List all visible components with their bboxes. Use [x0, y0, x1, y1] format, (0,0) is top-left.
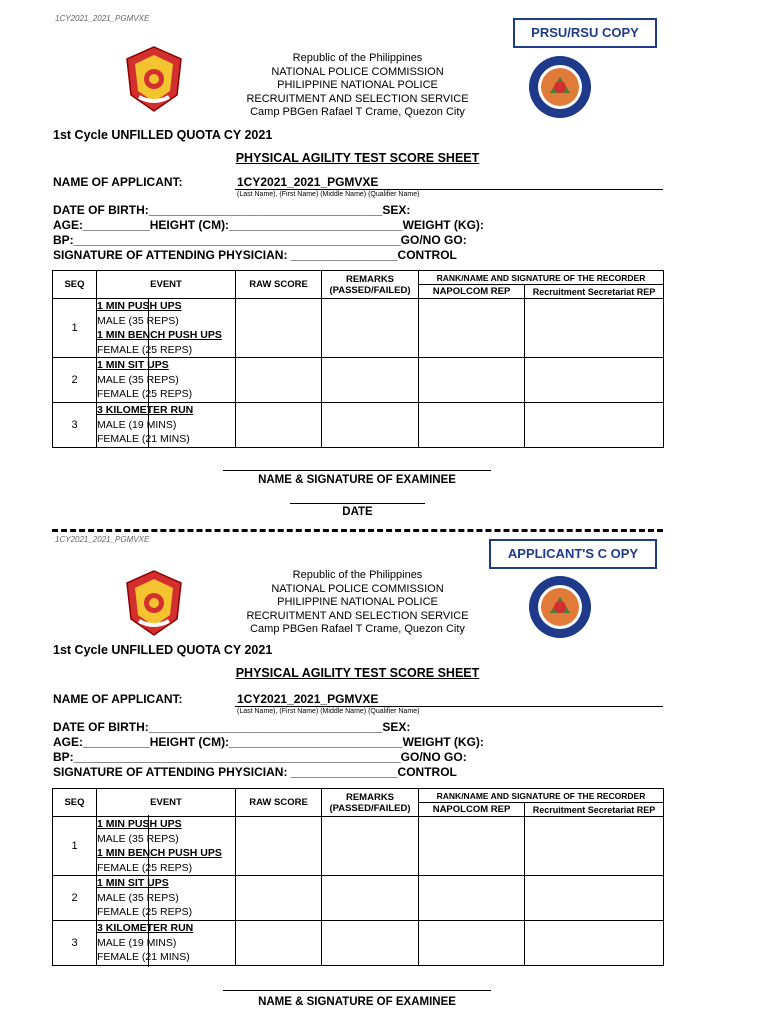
remarks-cell[interactable]: [322, 921, 419, 966]
reference-code: 1CY2021_2021_PGMVXE: [55, 535, 150, 544]
event-title: 1 MIN BENCH PUSH UPS: [97, 329, 222, 341]
header-event: EVENT: [97, 789, 236, 817]
name-label: NAME OF APPLICANT:: [53, 175, 183, 189]
secretariat-cell[interactable]: [525, 876, 664, 921]
applicant-fields: [53, 692, 663, 780]
dob-row: DATE OF BIRTH:___________________________________SEX:: [53, 720, 411, 734]
event-standard: FEMALE (25 REPS): [97, 861, 193, 874]
event-standard: MALE (19 MINS): [97, 936, 177, 949]
raw-score-cell[interactable]: [236, 299, 322, 358]
seq-cell: 1: [53, 817, 97, 876]
secretariat-cell[interactable]: [525, 921, 664, 966]
event-standard: MALE (35 REPS): [97, 832, 179, 845]
header-remarks: REMARKS (PASSED/FAILED): [322, 271, 419, 299]
table-row: [53, 876, 664, 921]
event-cell: [97, 876, 236, 921]
event-title: 1 MIN PUSH UPS: [97, 300, 182, 312]
header-secretariat: Recruitment Secretariat REP: [525, 285, 664, 299]
napolcom-cell[interactable]: [419, 403, 525, 448]
remarks-cell[interactable]: [322, 876, 419, 921]
form-title: PHYSICAL AGILITY TEST SCORE SHEET: [235, 151, 480, 165]
age-row: AGE:__________HEIGHT (CM):__________________________WEIGHT (KG):: [53, 735, 484, 749]
header-event: EVENT: [97, 271, 236, 299]
event-cell: [97, 403, 236, 448]
copy-label-box: PRSU/RSU COPY: [513, 18, 657, 48]
cycle-heading: 1st Cycle UNFILLED QUOTA CY 2021: [53, 128, 273, 142]
applicant-fields: [53, 175, 663, 263]
event-title: 3 KILOMETER RUN: [97, 404, 194, 417]
header-seq: SEQ: [53, 271, 97, 299]
raw-score-cell[interactable]: [236, 876, 322, 921]
form-title: PHYSICAL AGILITY TEST SCORE SHEET: [235, 666, 480, 680]
date-line[interactable]: [290, 503, 425, 504]
rss-seal-icon: [528, 575, 592, 639]
header-line: Republic of the Philippines: [292, 52, 423, 64]
cut-line: [52, 529, 663, 532]
table-row: [53, 403, 664, 448]
name-row: [53, 175, 663, 198]
score-table: [52, 788, 664, 966]
event-cell: [97, 358, 236, 403]
raw-score-cell[interactable]: [236, 817, 322, 876]
event-standard: MALE (35 REPS): [97, 373, 179, 386]
header-raw-score: RAW SCORE: [236, 789, 322, 817]
name-label: NAME OF APPLICANT:: [53, 692, 183, 706]
secretariat-cell[interactable]: [525, 403, 664, 448]
pnp-seal-icon: [125, 45, 183, 113]
applicant-copy-section: [0, 533, 768, 1024]
agency-header: [230, 52, 485, 120]
event-cell: [97, 299, 236, 358]
table-row: [53, 817, 664, 876]
copy-label-box: APPLICANT'S C OPY: [489, 539, 657, 569]
event-standard: FEMALE (25 REPS): [97, 343, 193, 356]
event-title: 1 MIN PUSH UPS: [97, 818, 182, 830]
name-value: 1CY2021_2021_PGMVXE: [237, 175, 379, 189]
event-standard: FEMALE (25 REPS): [97, 388, 193, 401]
event-title: 1 MIN BENCH PUSH UPS: [97, 847, 222, 859]
age-row: AGE:__________HEIGHT (CM):__________________________WEIGHT (KG):: [53, 218, 484, 232]
event-cell: [97, 921, 236, 966]
raw-score-cell[interactable]: [236, 921, 322, 966]
header-line: Camp PBGen Rafael T Crame, Quezon City: [250, 623, 465, 635]
header-line: PHILIPPINE NATIONAL POLICE: [277, 79, 438, 91]
header-recorder: RANK/NAME AND SIGNATURE OF THE RECORDER: [419, 789, 664, 803]
napolcom-cell[interactable]: [419, 921, 525, 966]
agency-header: [230, 569, 485, 637]
table-row: [53, 299, 664, 358]
napolcom-cell[interactable]: [419, 876, 525, 921]
napolcom-cell[interactable]: [419, 299, 525, 358]
text-cursor-line: [148, 815, 149, 967]
dob-row: DATE OF BIRTH:___________________________________SEX:: [53, 203, 411, 217]
remarks-cell[interactable]: [322, 299, 419, 358]
event-standard: MALE (35 REPS): [97, 891, 179, 904]
header-napolcom: NAPOLCOM REP: [419, 285, 525, 299]
header-line: RECRUITMENT AND SELECTION SERVICE: [246, 609, 469, 622]
napolcom-cell[interactable]: [419, 358, 525, 403]
physician-row: SIGNATURE OF ATTENDING PHYSICIAN: ________________CONTROL: [53, 248, 457, 262]
seq-cell: 3: [53, 403, 97, 448]
score-table: [52, 270, 664, 448]
table-row: [53, 358, 664, 403]
header-napolcom: NAPOLCOM REP: [419, 803, 525, 817]
examinee-signature-line[interactable]: [223, 470, 491, 471]
header-line: RECRUITMENT AND SELECTION SERVICE: [246, 92, 469, 105]
name-value: 1CY2021_2021_PGMVXE: [237, 692, 379, 706]
bp-row: BP:_________________________________________________GO/NO GO:: [53, 233, 467, 247]
header-line: Republic of the Philippines: [292, 569, 423, 581]
examinee-signature-label: NAME & SIGNATURE OF EXAMINEE: [258, 996, 456, 1008]
reference-code: 1CY2021_2021_PGMVXE: [55, 14, 150, 23]
header-line: NATIONAL POLICE COMMISSION: [271, 65, 444, 78]
raw-score-cell[interactable]: [236, 358, 322, 403]
cycle-heading: 1st Cycle UNFILLED QUOTA CY 2021: [53, 643, 273, 657]
header-raw-score: RAW SCORE: [236, 271, 322, 299]
header-line: PHILIPPINE NATIONAL POLICE: [277, 596, 438, 608]
seq-cell: 1: [53, 299, 97, 358]
event-title: 1 MIN SIT UPS: [97, 877, 169, 890]
name-row: [53, 692, 663, 715]
header-line: NATIONAL POLICE COMMISSION: [271, 582, 444, 595]
event-standard: FEMALE (21 MINS): [97, 951, 190, 964]
header-line: Camp PBGen Rafael T Crame, Quezon City: [250, 106, 465, 118]
event-standard: FEMALE (21 MINS): [97, 433, 190, 446]
header-seq: SEQ: [53, 789, 97, 817]
name-format-hint: (Last Name), (First Name) (Middle Name) (Qualifier Name): [237, 191, 420, 198]
header-remarks: REMARKS (PASSED/FAILED): [322, 789, 419, 817]
header-secretariat: Recruitment Secretariat REP: [525, 803, 664, 817]
name-format-hint: (Last Name), (First Name) (Middle Name) (Qualifier Name): [237, 708, 420, 715]
physician-row: SIGNATURE OF ATTENDING PHYSICIAN: ________________CONTROL: [53, 765, 457, 779]
seq-cell: 3: [53, 921, 97, 966]
secretariat-cell[interactable]: [525, 817, 664, 876]
examinee-signature-line[interactable]: [223, 990, 491, 991]
raw-score-cell[interactable]: [236, 403, 322, 448]
event-title: 1 MIN SIT UPS: [97, 359, 169, 372]
event-standard: FEMALE (25 REPS): [97, 906, 193, 919]
rss-seal-icon: [528, 55, 592, 119]
seq-cell: 2: [53, 876, 97, 921]
napolcom-cell[interactable]: [419, 817, 525, 876]
header-recorder: RANK/NAME AND SIGNATURE OF THE RECORDER: [419, 271, 664, 285]
remarks-cell[interactable]: [322, 358, 419, 403]
remarks-cell[interactable]: [322, 817, 419, 876]
date-label: DATE: [342, 506, 373, 518]
examinee-signature-label: NAME & SIGNATURE OF EXAMINEE: [258, 474, 456, 486]
event-standard: MALE (35 REPS): [97, 314, 179, 327]
secretariat-cell[interactable]: [525, 299, 664, 358]
event-cell: [97, 817, 236, 876]
event-title: 3 KILOMETER RUN: [97, 922, 194, 935]
seq-cell: 2: [53, 358, 97, 403]
pnp-seal-icon: [125, 569, 183, 637]
remarks-cell[interactable]: [322, 403, 419, 448]
event-standard: MALE (19 MINS): [97, 418, 177, 431]
secretariat-cell[interactable]: [525, 358, 664, 403]
bp-row: BP:_________________________________________________GO/NO GO:: [53, 750, 467, 764]
text-cursor-line: [148, 298, 149, 448]
table-row: [53, 921, 664, 966]
